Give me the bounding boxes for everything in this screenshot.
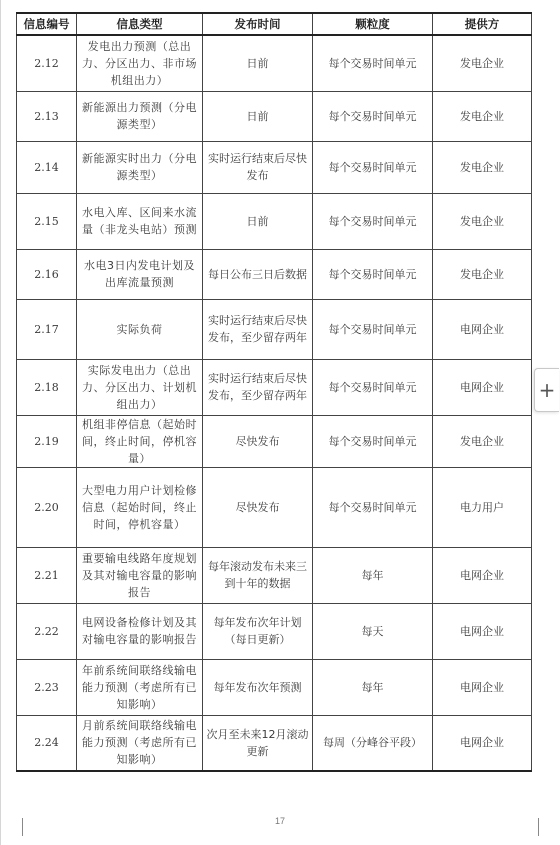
cell-release-time: 次月至未来12月滚动更新 bbox=[203, 715, 313, 771]
plus-icon: + bbox=[538, 378, 556, 402]
cell-release-time: 实时运行结束后尽快发布 bbox=[203, 141, 313, 193]
cell-info-id: 2.15 bbox=[17, 193, 77, 249]
cell-granularity: 每个交易时间单元 bbox=[313, 359, 433, 415]
page-margin-line bbox=[0, 0, 1, 845]
cell-info-id: 2.19 bbox=[17, 415, 77, 467]
cell-provider: 电网企业 bbox=[433, 715, 532, 771]
cell-release-time: 每年发布次年预测 bbox=[203, 659, 313, 715]
table-row bbox=[17, 359, 532, 415]
cell-granularity: 每个交易时间单元 bbox=[313, 35, 433, 91]
cell-info-id: 2.13 bbox=[17, 91, 77, 141]
cell-info-id: 2.16 bbox=[17, 249, 77, 299]
cell-info-type: 实际负荷 bbox=[77, 299, 203, 359]
cell-granularity: 每个交易时间单元 bbox=[313, 467, 433, 547]
cell-info-type: 新能源实时出力（分电源类型） bbox=[77, 141, 203, 193]
cell-info-id: 2.18 bbox=[17, 359, 77, 415]
table-row bbox=[17, 415, 532, 467]
cell-info-type: 发电出力预测（总出力、分区出力、非市场机组出力） bbox=[77, 35, 203, 91]
cell-provider: 发电企业 bbox=[433, 193, 532, 249]
table-row bbox=[17, 141, 532, 193]
table-row bbox=[17, 547, 532, 603]
cell-release-time: 尽快发布 bbox=[203, 415, 313, 467]
info-table bbox=[16, 12, 532, 772]
cell-info-type: 新能源出力预测（分电源类型） bbox=[77, 91, 203, 141]
cell-info-type: 大型电力用户计划检修信息（起始时间，终止时间，停机容量） bbox=[77, 467, 203, 547]
table-row bbox=[17, 299, 532, 359]
cell-info-type: 实际发电出力（总出力、分区出力、计划机组出力） bbox=[77, 359, 203, 415]
table-header-row bbox=[17, 13, 532, 35]
header-info-id: 信息编号 bbox=[17, 13, 77, 35]
cell-info-id: 2.14 bbox=[17, 141, 77, 193]
cell-provider: 发电企业 bbox=[433, 91, 532, 141]
table-row bbox=[17, 603, 532, 659]
cell-info-id: 2.12 bbox=[17, 35, 77, 91]
table-row bbox=[17, 193, 532, 249]
cell-release-time: 每年发布次年计划（每日更新） bbox=[203, 603, 313, 659]
cell-granularity: 每个交易时间单元 bbox=[313, 249, 433, 299]
cell-info-type: 电网设备检修计划及其对输电容量的影响报告 bbox=[77, 603, 203, 659]
cell-release-time: 实时运行结束后尽快发布，至少留存两年 bbox=[203, 299, 313, 359]
cell-provider: 发电企业 bbox=[433, 415, 532, 467]
cell-release-time: 尽快发布 bbox=[203, 467, 313, 547]
cell-provider: 电力用户 bbox=[433, 467, 532, 547]
cell-info-id: 2.17 bbox=[17, 299, 77, 359]
cell-info-id: 2.22 bbox=[17, 603, 77, 659]
cell-granularity: 每个交易时间单元 bbox=[313, 91, 433, 141]
cell-info-type: 月前系统间联络线输电能力预测（考虑所有已知影响） bbox=[77, 715, 203, 771]
cell-provider: 发电企业 bbox=[433, 35, 532, 91]
cell-provider: 电网企业 bbox=[433, 547, 532, 603]
cell-release-time: 每日公布三日后数据 bbox=[203, 249, 313, 299]
cell-info-id: 2.20 bbox=[17, 467, 77, 547]
cell-info-type: 机组非停信息（起始时间，终止时间，停机容量） bbox=[77, 415, 203, 467]
cell-granularity: 每年 bbox=[313, 547, 433, 603]
cell-granularity: 每个交易时间单元 bbox=[313, 415, 433, 467]
table-row bbox=[17, 35, 532, 91]
cell-provider: 电网企业 bbox=[433, 659, 532, 715]
cell-info-type: 重要输电线路年度规划及其对输电容量的影响报告 bbox=[77, 547, 203, 603]
cell-granularity: 每天 bbox=[313, 603, 433, 659]
cell-granularity: 每个交易时间单元 bbox=[313, 299, 433, 359]
cell-info-type: 年前系统间联络线输电能力预测（考虑所有已知影响） bbox=[77, 659, 203, 715]
header-provider: 提供方 bbox=[433, 13, 532, 35]
cell-provider: 电网企业 bbox=[433, 359, 532, 415]
cell-granularity: 每个交易时间单元 bbox=[313, 141, 433, 193]
header-release-time: 发布时间 bbox=[203, 13, 313, 35]
cell-provider: 电网企业 bbox=[433, 299, 532, 359]
cell-info-id: 2.24 bbox=[17, 715, 77, 771]
crop-mark-left bbox=[10, 818, 23, 836]
cell-release-time: 日前 bbox=[203, 91, 313, 141]
header-granularity: 颗粒度 bbox=[313, 13, 433, 35]
cell-provider: 发电企业 bbox=[433, 141, 532, 193]
cell-info-type: 水电3日内发电计划及出库流量预测 bbox=[77, 249, 203, 299]
page-number: 17 bbox=[274, 816, 285, 826]
cell-granularity: 每年 bbox=[313, 659, 433, 715]
cell-release-time: 日前 bbox=[203, 35, 313, 91]
cell-granularity: 每个交易时间单元 bbox=[313, 193, 433, 249]
cell-release-time: 日前 bbox=[203, 193, 313, 249]
add-button[interactable] bbox=[534, 368, 559, 412]
table-row bbox=[17, 91, 532, 141]
table-row bbox=[17, 659, 532, 715]
header-info-type: 信息类型 bbox=[77, 13, 203, 35]
cell-provider: 电网企业 bbox=[433, 603, 532, 659]
cell-info-type: 水电入库、区间来水流量（非龙头电站）预测 bbox=[77, 193, 203, 249]
table-row bbox=[17, 715, 532, 771]
cell-provider: 发电企业 bbox=[433, 249, 532, 299]
crop-mark-right bbox=[538, 818, 551, 836]
table-row bbox=[17, 249, 532, 299]
cell-info-id: 2.21 bbox=[17, 547, 77, 603]
table-row bbox=[17, 467, 532, 547]
cell-granularity: 每周（分峰谷平段） bbox=[313, 715, 433, 771]
cell-info-id: 2.23 bbox=[17, 659, 77, 715]
cell-release-time: 实时运行结束后尽快发布，至少留存两年 bbox=[203, 359, 313, 415]
cell-release-time: 每年滚动发布未来三到十年的数据 bbox=[203, 547, 313, 603]
